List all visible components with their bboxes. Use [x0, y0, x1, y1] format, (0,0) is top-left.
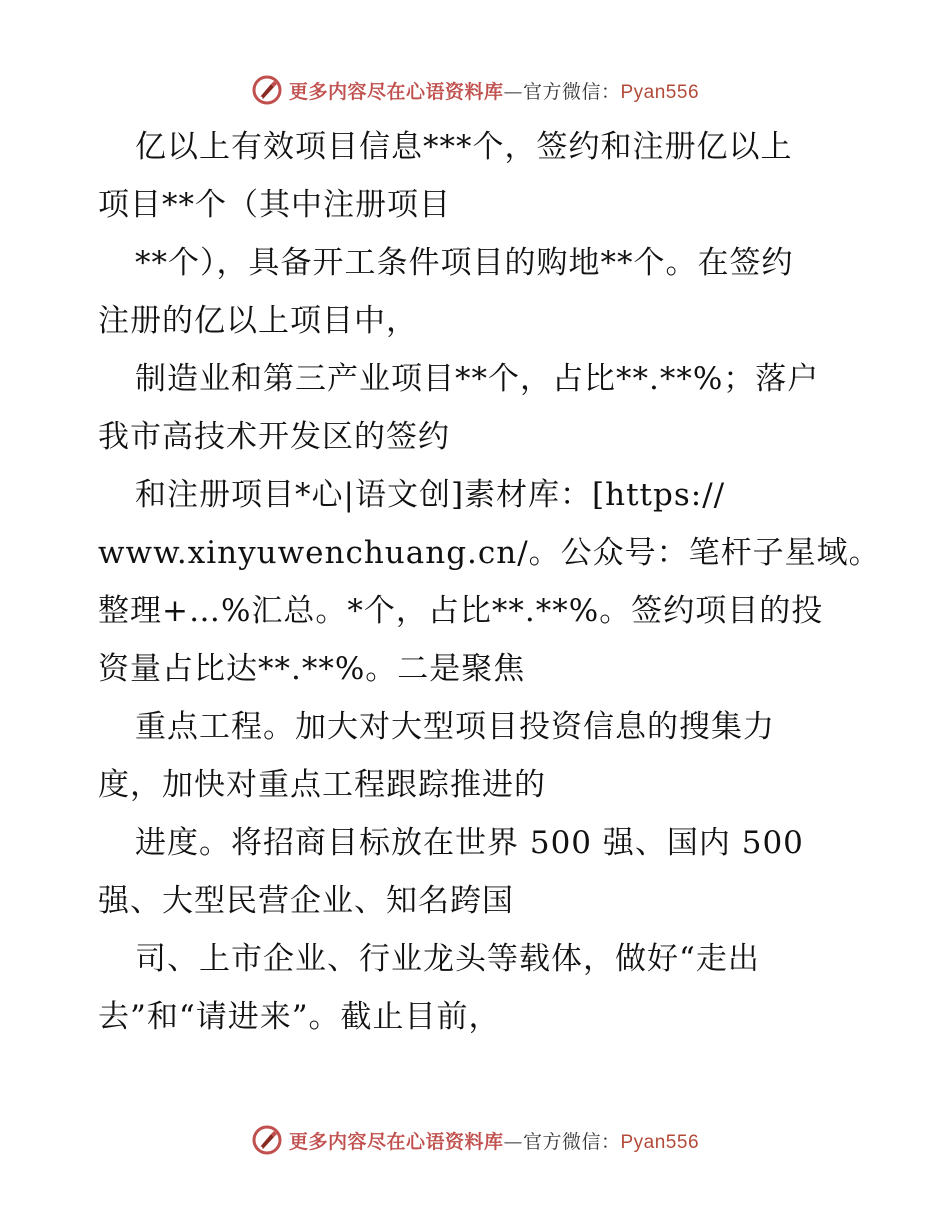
header-wechat-id: Pyan556	[620, 81, 700, 103]
document-body	[98, 118, 881, 1046]
pen-logo-icon	[251, 74, 283, 106]
text-line: **个），具备开工条件项目的购地**个。在签约	[135, 245, 794, 281]
text-line: 资量占比达**.**%。二是聚焦	[98, 651, 526, 687]
text-line: 强、大型民营企业、知名跨国	[98, 883, 514, 919]
text-line: 和注册项目*心|语文创]素材库：[https://	[135, 477, 726, 513]
text-line: 重点工程。加大对大型项目投资信息的搜集力	[135, 709, 775, 745]
footer-wechat-label: 官方微信：	[522, 1130, 621, 1153]
text-line: 司、上市企业、行业龙头等载体，做好“走出	[135, 941, 760, 977]
footer-main-text: 更多内容尽在心语资料库	[288, 1130, 504, 1153]
pen-logo-icon	[251, 1124, 283, 1156]
text-line: 整理+…%汇总。*个，占比**.**%。签约项目的投	[98, 593, 824, 629]
text-line: 注册的亿以上项目中，	[98, 303, 418, 339]
text-line: 去”和“请进来”。截止目前，	[98, 999, 501, 1035]
header-dash: —	[503, 80, 523, 103]
text-line: 亿以上有效项目信息***个，签约和注册亿以上	[135, 129, 793, 165]
footer-banner	[0, 1120, 950, 1160]
header-main-text: 更多内容尽在心语资料库	[288, 80, 504, 103]
text-line: 我市高技术开发区的签约	[98, 419, 450, 455]
text-line: 项目**个（其中注册项目	[98, 187, 451, 223]
text-line: 制造业和第三产业项目**个，占比**.**%；落户	[135, 361, 820, 397]
footer-wechat-id: Pyan556	[620, 1131, 700, 1153]
text-line: 度，加快对重点工程跟踪推进的	[98, 767, 546, 803]
header-wechat-label: 官方微信：	[522, 80, 621, 103]
header-banner	[0, 70, 950, 110]
text-line: 进度。将招商目标放在世界 500 强、国内 500	[135, 825, 804, 861]
text-line: www.xinyuwenchuang.cn/。公众号：笔杆子星域。	[98, 535, 881, 571]
footer-dash: —	[503, 1130, 523, 1153]
